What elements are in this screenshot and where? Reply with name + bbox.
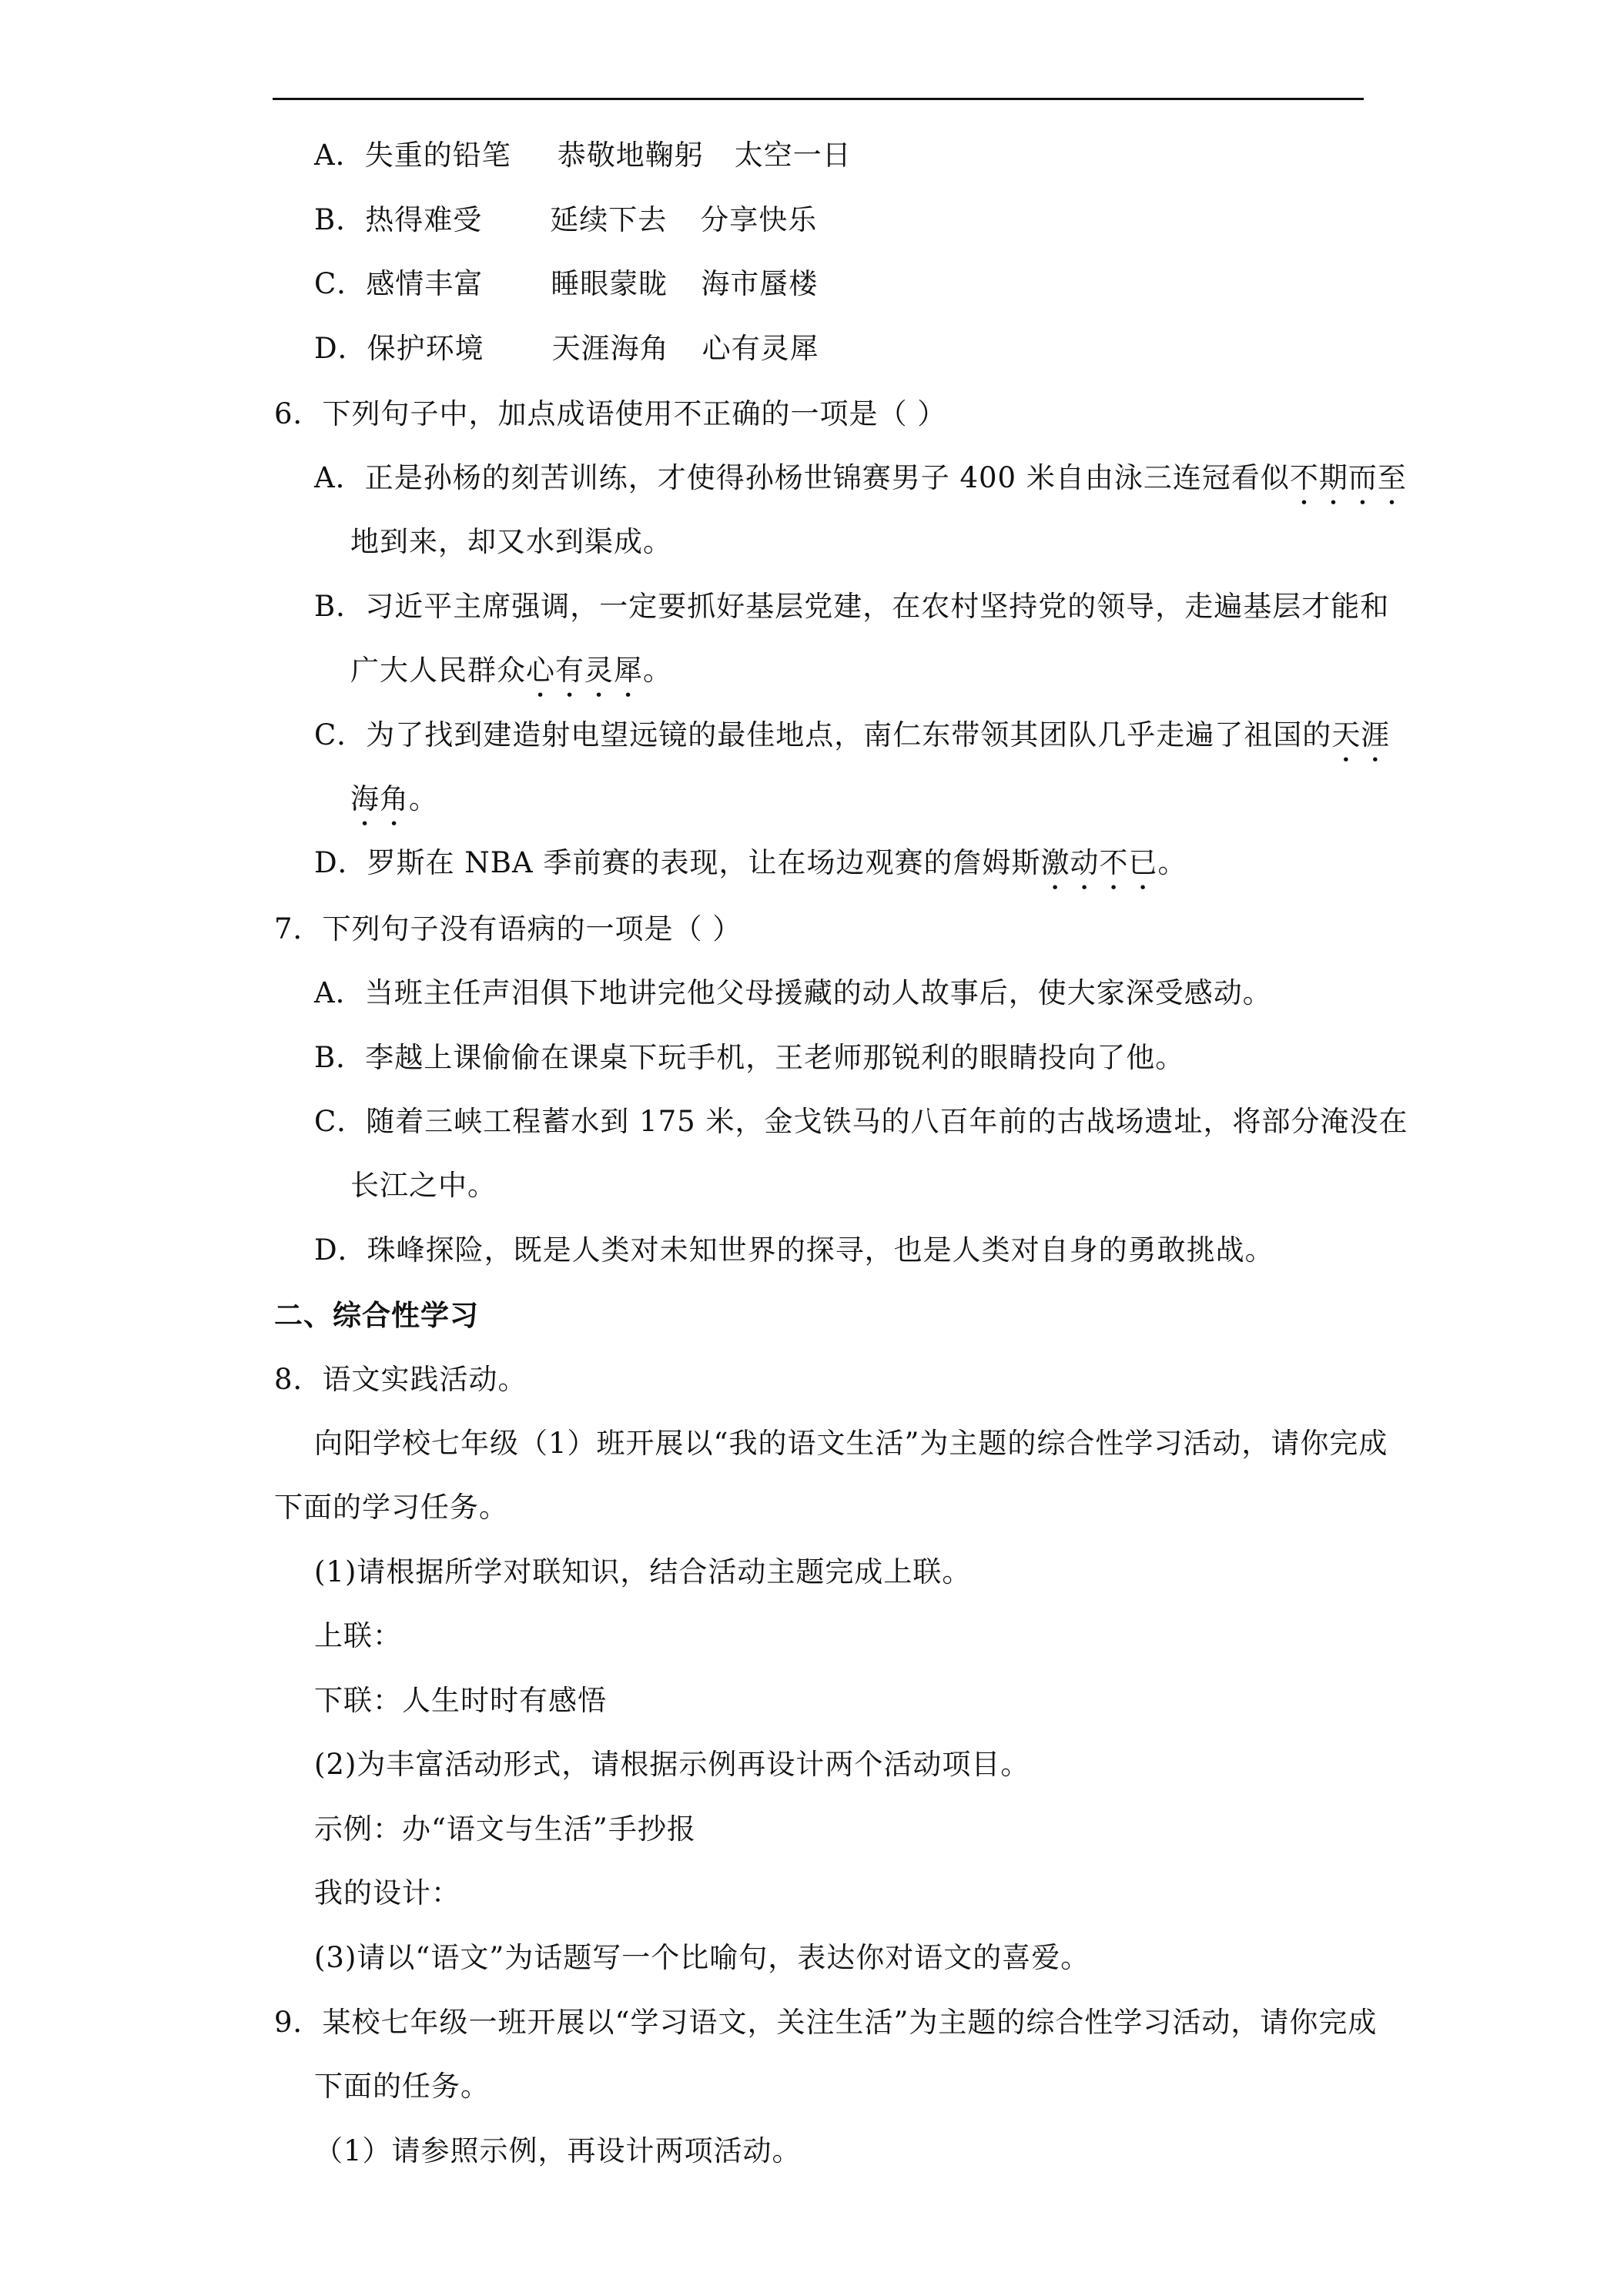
q8-part3: (3)请以“语文”为话题写一个比喻句，表达你对语文的喜爱。 (314, 1941, 1090, 1974)
q7-option-c-line1: C．随着三峡工程蓄水到 175 米，金戈铁马的八百年前的古战场遗址，将部分淹没在 (314, 1105, 1408, 1138)
q8-upper-couplet: 上联： (314, 1619, 402, 1652)
emphasized-idiom: 不期而至 (1289, 461, 1407, 494)
q8-lower-couplet: 下联：人生时时有感悟 (314, 1684, 607, 1717)
q7-option-b: B．李越上课偷偷在课桌下玩手机，王老师那锐利的眼睛投向了他。 (314, 1041, 1185, 1074)
sentence-text: C．为了找到建造射电望远镜的最佳地点，南仁东带领其团队几乎走遍了祖国的 (314, 718, 1332, 751)
q6-option-c-line1 (314, 717, 1390, 768)
q6-option-b-line1: B．习近平主席强调，一定要抓好基层党建，在农村坚持党的领导，走遍基层才能和 (314, 590, 1390, 623)
option-item: 天涯海角 (551, 332, 669, 365)
option-label: A． (314, 139, 365, 172)
sentence-text: 。 (643, 654, 672, 687)
q5-option-c (314, 266, 818, 303)
q8-part2: (2)为丰富活动形式，请根据示例再设计两个活动项目。 (314, 1748, 1030, 1781)
sentence-text: D．罗斯在 NBA 季前赛的表现，让在场边观赛的詹姆斯 (314, 846, 1041, 879)
option-label: D． (314, 332, 367, 365)
option-label: C． (314, 267, 367, 300)
q8-stem: 8．语文实践活动。 (274, 1363, 527, 1396)
q7-stem: 7．下列句子没有语病的一项是（ ） (274, 912, 742, 946)
q9-part1: （1）请参照示例，再设计两项活动。 (314, 2134, 802, 2167)
sentence-text: 。 (1157, 846, 1187, 879)
emphasized-idiom: 海角 (350, 782, 409, 815)
q5-option-a (314, 137, 852, 174)
q6-stem: 6．下列句子中，加点成语使用不正确的一项是（ ） (274, 397, 947, 430)
header-rule (273, 98, 1364, 100)
q8-my-design: 我的设计： (314, 1876, 460, 1909)
q5-option-b (314, 202, 817, 239)
q6-option-d (314, 845, 1187, 896)
q8-intro-line1: 向阳学校七年级（1）班开展以“我的语文生活”为主题的综合性学习活动，请你完成 (314, 1427, 1388, 1460)
q6-option-b-line2 (350, 652, 672, 704)
option-item: 保护环境 (367, 332, 484, 365)
q6-option-a-line1 (314, 460, 1407, 511)
q6-option-a-line2: 地到来，却又水到渠成。 (350, 525, 672, 558)
q5-option-d (314, 330, 819, 367)
option-item: 感情丰富 (366, 267, 484, 300)
q9-stem-line2: 下面的任务。 (314, 2070, 490, 2103)
emphasized-idiom: 心有灵犀 (526, 654, 643, 687)
sentence-text: 。 (409, 782, 438, 815)
option-item: 失重的铅笔 (364, 139, 511, 172)
q8-example: 示例：办“语文与生活”手抄报 (314, 1812, 696, 1846)
q6-option-c-line2 (350, 781, 438, 832)
q8-part1: (1)请根据所学对联知识，结合活动主题完成上联。 (314, 1555, 972, 1588)
sentence-text: 广大人民群众 (350, 654, 526, 687)
sentence-text: A．正是孙杨的刻苦训练，才使得孙杨世锦赛男子 400 米自由泳三连冠看似 (314, 461, 1290, 494)
q8-intro-line2: 下面的学习任务。 (274, 1491, 508, 1524)
q7-option-d: D．珠峰探险，既是人类对未知世界的探寻，也是人类对自身的勇敢挑战。 (314, 1233, 1274, 1267)
option-item: 心有灵犀 (702, 332, 819, 365)
emphasized-idiom: 天涯 (1331, 718, 1391, 751)
option-item: 延续下去 (550, 203, 668, 236)
q7-option-c-line2: 长江之中。 (350, 1169, 497, 1202)
emphasized-idiom: 激动不已 (1040, 846, 1158, 879)
section-heading: 二、综合性学习 (274, 1298, 479, 1332)
option-item: 恭敬地鞠躬 (557, 139, 704, 172)
option-item: 太空一日 (734, 139, 852, 172)
option-item: 睡眼蒙眬 (551, 267, 668, 300)
q7-option-a: A．当班主任声泪俱下地讲完他父母援藏的动人故事后，使大家深受感动。 (314, 976, 1272, 1009)
option-item: 热得难受 (365, 203, 483, 236)
q9-stem-line1: 9．某校七年级一班开展以“学习语文，关注生活”为主题的综合性学习活动，请你完成 (274, 2006, 1378, 2039)
option-item: 海市蜃楼 (701, 267, 819, 300)
option-item: 分享快乐 (700, 203, 818, 236)
option-label: B． (314, 203, 366, 236)
